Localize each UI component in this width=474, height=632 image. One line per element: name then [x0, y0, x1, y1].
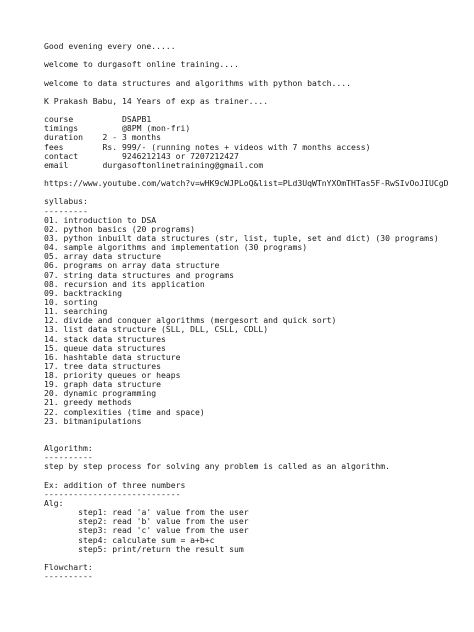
document-line: K Prakash Babu, 14 Years of exp as trainer....	[44, 95, 269, 106]
document-line: step3: read 'c' value from the user	[44, 525, 249, 536]
document-line: 03. python inbuilt data structures (str, list, tuple, set and dict) (30 programs)	[44, 232, 439, 243]
document-line: 02. python basics (20 programs)	[44, 223, 196, 234]
document-line: 16. hashtable data structure	[44, 351, 181, 362]
document-line	[44, 554, 468, 563]
document-line: step1: read 'a' value from the user	[44, 507, 249, 518]
document-line: 13. list data structure (SLL, DLL, CSLL, CDLL)	[44, 324, 269, 335]
document-line: 14. stack data structures	[44, 333, 166, 344]
document-line: 11. searching	[44, 306, 108, 317]
document-line: step by step process for solving any problem is called as an algorithm.	[44, 461, 390, 472]
document-line: 15. queue data structures	[44, 342, 166, 353]
document-line: timings @8PM (mon-fri)	[44, 123, 191, 134]
document-line: 09. backtracking	[44, 287, 122, 298]
document-line: fees Rs. 999/- (running notes + videos with 7 months access)	[44, 141, 371, 152]
document-line: step4: calculate sum = a+b+c	[44, 534, 215, 545]
document-line: welcome to durgasoft online training....	[44, 59, 239, 70]
document-line: 20. dynamic programming	[44, 388, 157, 399]
document-line: step5: print/return the result sum	[44, 543, 244, 554]
document-line: 04. sample algorithms and implementation (30 programs)	[44, 242, 308, 253]
document-line: 19. graph data structure	[44, 379, 161, 390]
document-line: 07. string data structures and programs	[44, 269, 235, 280]
document-line: Ex: addition of three numbers	[44, 479, 186, 490]
document-line: Good evening every one.....	[44, 41, 176, 51]
document-line: email durgasoftonlinetraining@gmail.com	[44, 159, 264, 170]
document-line: ----------	[44, 452, 93, 463]
document-line: 17. tree data structures	[44, 360, 161, 371]
document-line: syllabus:	[44, 196, 88, 207]
document-line: course DSAPB1	[44, 114, 152, 125]
document-line: 22. complexities (time and space)	[44, 406, 205, 417]
document-line: 08. recursion and its application	[44, 278, 205, 289]
document-line: step2: read 'b' value from the user	[44, 516, 249, 527]
document-line	[44, 435, 468, 444]
document-line: 23. bitmanipulations	[44, 415, 142, 426]
document-line: 06. programs on array data structure	[44, 260, 220, 271]
document-line: ----------------------------	[44, 488, 181, 499]
document-line: Alg:	[44, 498, 64, 509]
document-line: 10. sorting	[44, 296, 98, 307]
document-line: Flowchart:	[44, 562, 93, 573]
document-line: welcome to data structures and algorithms with python batch....	[44, 77, 351, 88]
document-line: ---------	[44, 205, 88, 216]
document-line: Algorithm:	[44, 443, 93, 454]
document-line: duration 2 - 3 months	[44, 132, 161, 143]
document-line: 18. priority queues or heaps	[44, 370, 181, 381]
document-line: 01. introduction to DSA	[44, 214, 157, 225]
document-line: 21. greedy methods	[44, 397, 132, 408]
document-line: ----------	[44, 571, 93, 582]
document-text	[44, 42, 468, 581]
document-line: https://www.youtube.com/watch?v=wHK9cWJPLoQ&list=PLd3UqWTnYXOmTHTas5F-RwSIvOoJIUCgD	[44, 178, 449, 189]
document-line: 12. divide and conquer algorithms (mergesort and quick sort)	[44, 315, 337, 326]
document-line	[44, 426, 468, 435]
document-line	[44, 188, 468, 197]
document-line: contact 9246212143 or 7207212427	[44, 150, 239, 161]
document-line: 05. array data structure	[44, 251, 161, 262]
